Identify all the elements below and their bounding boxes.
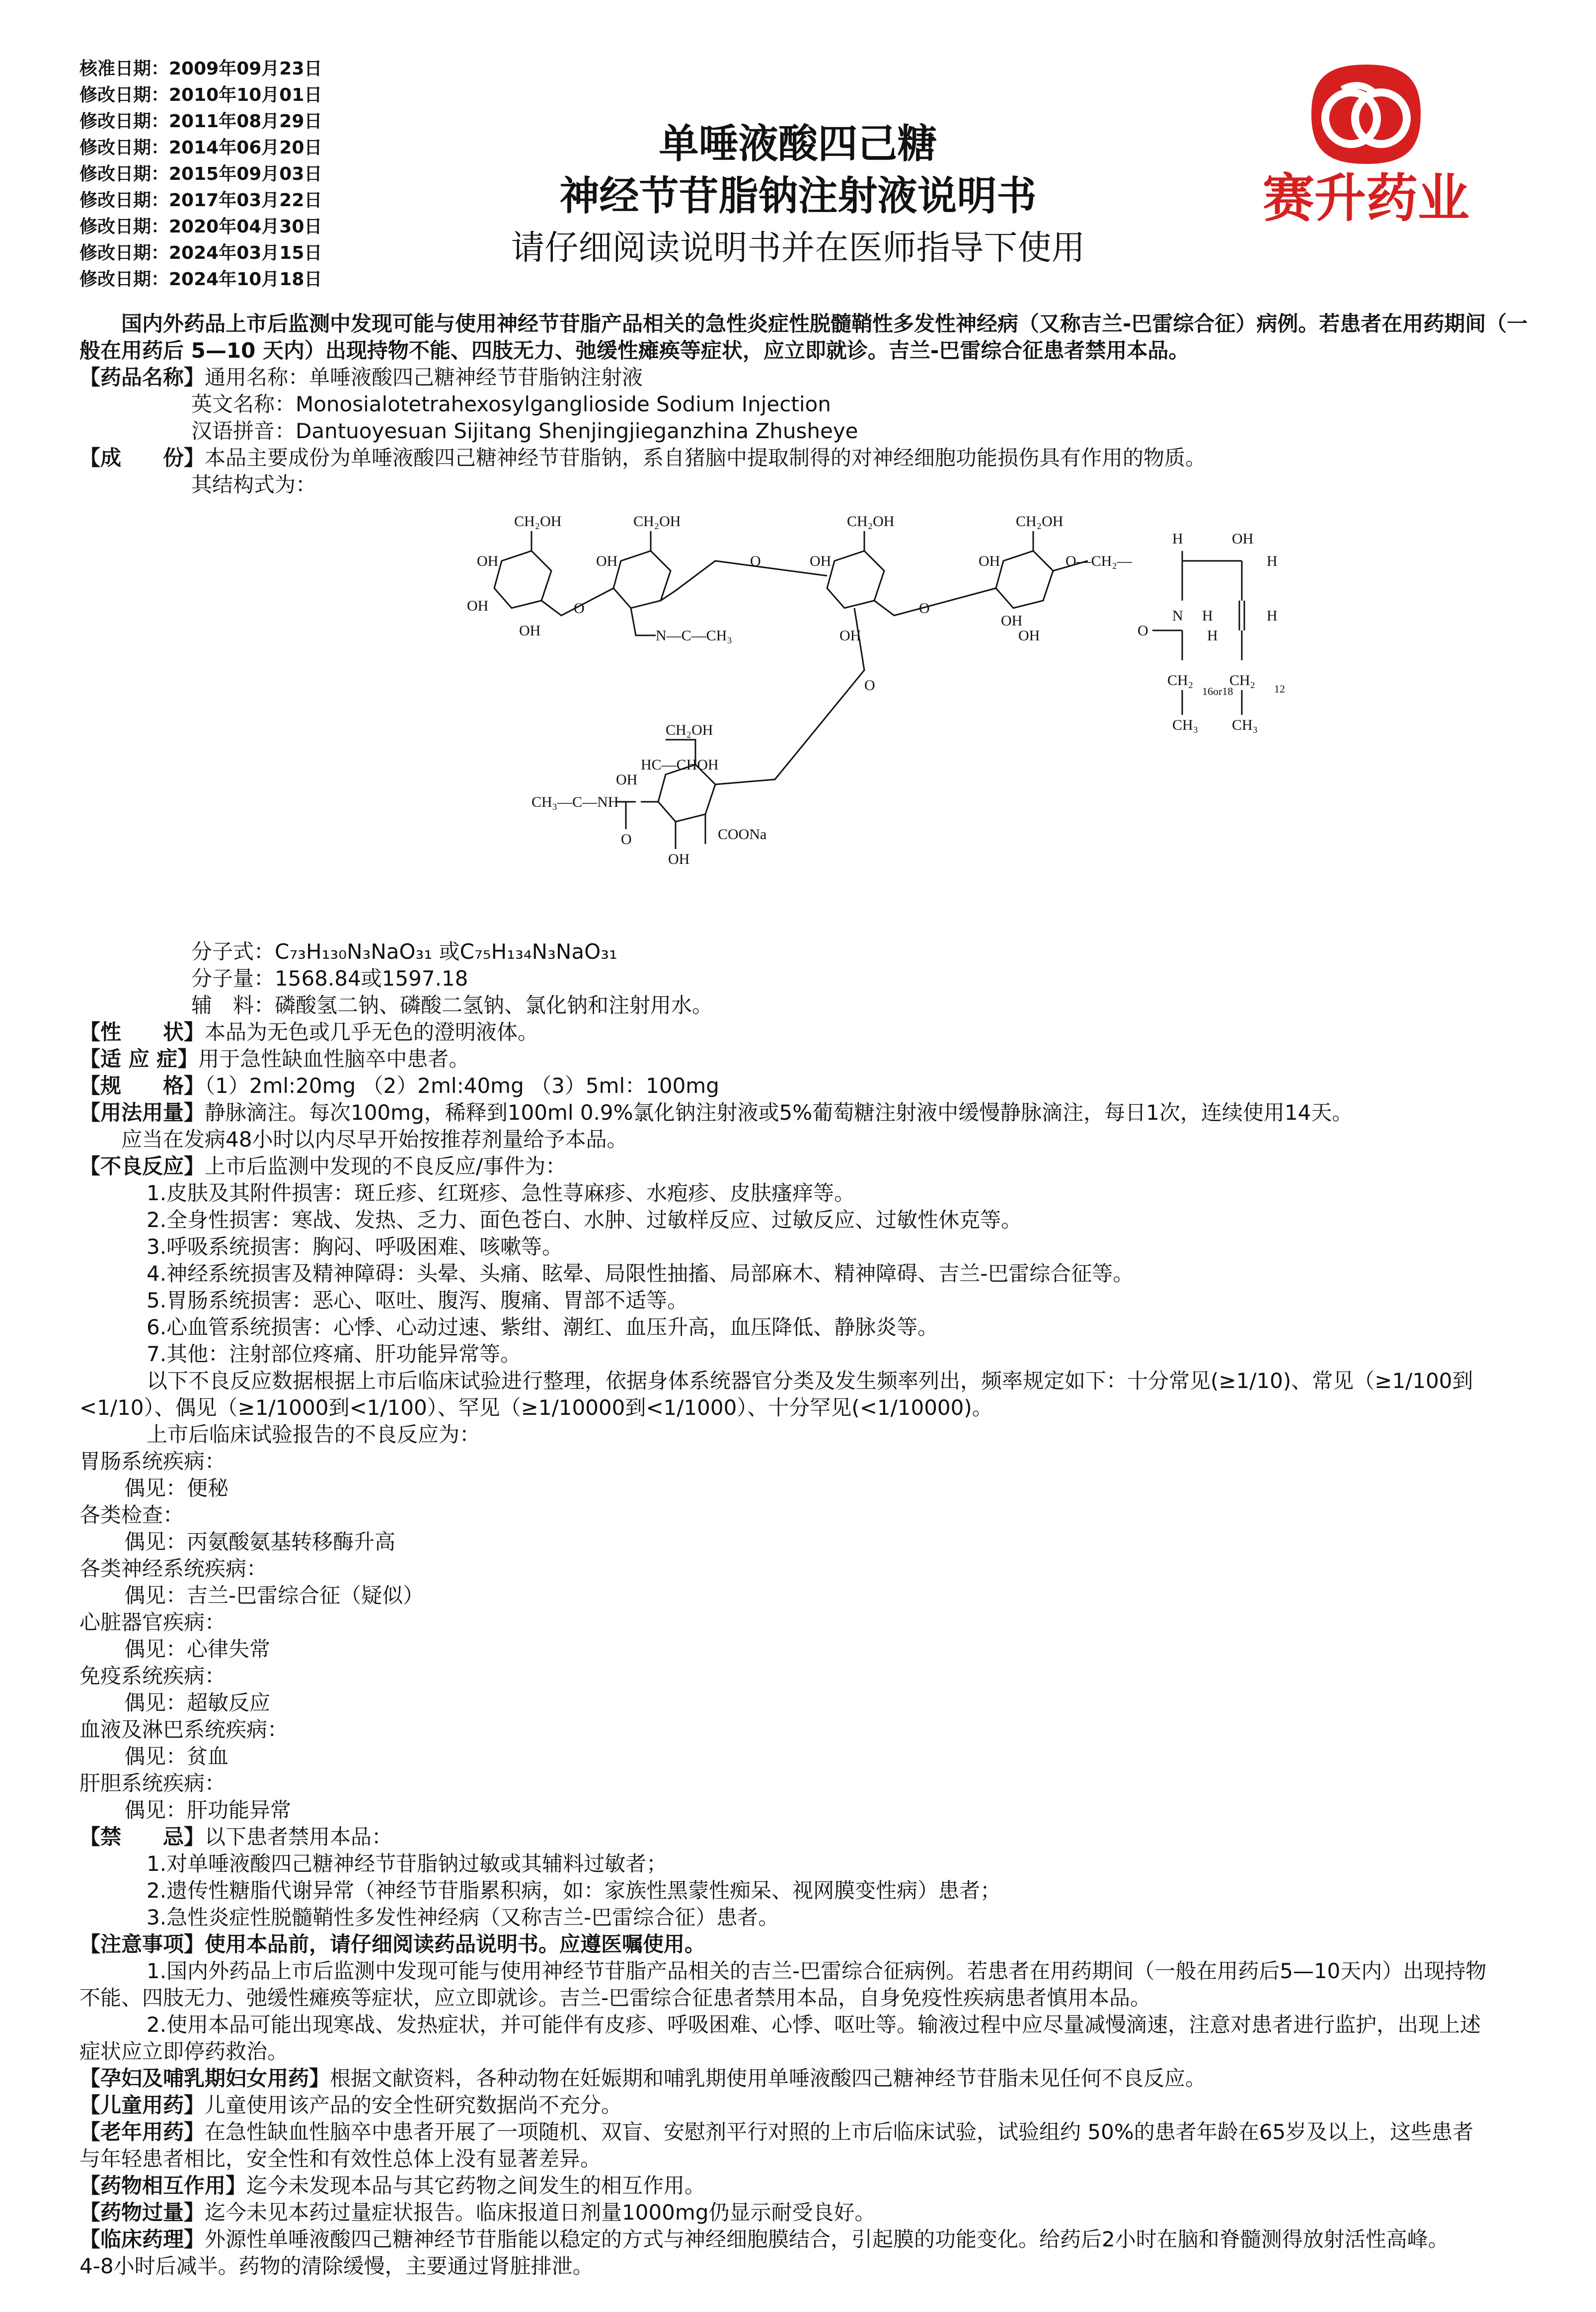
svg-text:CH₂OH: CH₂OH: [847, 513, 895, 530]
svg-text:OH: OH: [979, 553, 1000, 569]
svg-text:OH: OH: [668, 851, 690, 867]
section-tag: 【药物过量】: [79, 2200, 205, 2225]
revision-date: 修改日期：2017年03月22日: [79, 190, 322, 211]
svg-text:O: O: [750, 553, 761, 569]
system-name: 心脏器官疾病：: [79, 1610, 226, 1634]
svg-text:CH₂: CH₂: [1167, 672, 1194, 689]
section-tag: 【药品名称】: [79, 365, 205, 389]
revision-date: 修改日期：2011年08月29日: [79, 111, 322, 132]
section-tag: 【规 格】: [79, 1074, 205, 1098]
structural-formula: [79, 501, 1530, 933]
section-tag: 【孕妇及哺乳期妇女用药】: [79, 2066, 330, 2090]
adverse-item: 3.呼吸系统损害：胸闷、呼吸困难、咳嗽等。: [147, 1234, 563, 1259]
contra-item: 3.急性炎症性脱髓鞘性多发性神经病（又称吉兰-巴雷综合征）患者。: [147, 1905, 779, 1929]
adverse-item: 4.神经系统损害及精神障碍：头晕、头痛、眩晕、局限性抽搐、局部麻木、精神障碍、吉兰-巴雷综合征等。: [147, 1261, 1134, 1286]
trial-intro: 上市后临床试验报告的不良反应为：: [147, 1422, 481, 1447]
section-tag: 【儿童用药】: [79, 2093, 205, 2117]
section-adverse-reactions: 【不良反应】上市后监测中发现的不良反应/事件为：: [79, 1154, 567, 1178]
approval-date: 核准日期：2009年09月23日: [79, 59, 322, 79]
svg-text:COONa: COONa: [718, 826, 767, 843]
svg-text:OH: OH: [616, 771, 638, 788]
system-item: 偶见：丙氨酸氨基转移酶升高: [124, 1530, 396, 1554]
svg-text:OH: OH: [810, 553, 832, 569]
contra-item: 2.遗传性糖脂代谢异常（神经节苷脂累积病，如：家族性黑蒙性痴呆、视网膜变性病）患者；: [147, 1878, 1001, 1903]
section-specification: 【规 格】（1）2ml:20mg （2）2ml:40mg （3）5ml：100mg: [79, 1074, 719, 1098]
adverse-item: 5.胃肠系统损害：恶心、呕吐、腹泻、腹痛、胃部不适等。: [147, 1288, 688, 1312]
section-elderly: 【老年用药】在急性缺血性脑卒中患者开展了一项随机、双盲、安慰剂平行对照的上市后临床试验，试验组约 50%的患者年龄在65岁及以上，这些患者: [79, 2120, 1474, 2144]
precaution-item-cont: 不能、四肢无力、弛缓性瘫痪等症状，应立即就诊。吉兰-巴雷综合征患者禁用本品，自身免疫性疾病患者慎用本品。: [79, 1986, 1151, 2010]
svg-text:OH: OH: [839, 627, 861, 644]
revision-date: 修改日期：2010年10月01日: [79, 85, 322, 105]
svg-text:CH₂OH: CH₂OH: [633, 513, 681, 530]
section-drug-name: 【药品名称】通用名称：单唾液酸四己糖神经节苷脂钠注射液: [79, 365, 643, 389]
revision-date: 修改日期：2024年10月18日: [79, 269, 322, 290]
section-contraindications: 【禁 忌】以下患者禁用本品：: [79, 1825, 393, 1849]
frequency-definition: 以下不良反应数据根据上市后临床试验进行整理，依据身体系统器官分类及发生频率列出，频率规定如下：十分常见(≥1/10)、常见（≥1/100到: [147, 1369, 1473, 1393]
section-overdose: 【药物过量】迄今未见本药过量症状报告。临床报道日剂量1000mg仍显示耐受良好。: [79, 2200, 876, 2225]
molecular-weight: 分子量：1568.84或1597.18: [191, 966, 468, 991]
system-item: 偶见：心律失常: [124, 1637, 271, 1661]
svg-text:HC—CHOH: HC—CHOH: [641, 757, 719, 773]
section-usage: 【用法用量】静脉滴注。每次100mg，稀释到100ml 0.9%氯化钠注射液或5%葡萄糖注射液中缓慢静脉滴注，每日1次，连续使用14天。: [79, 1100, 1353, 1125]
svg-text:O: O: [574, 600, 585, 617]
revision-date: 修改日期：2014年06月20日: [79, 138, 322, 158]
svg-text:CH₃—C—NH: CH₃—C—NH: [532, 794, 619, 810]
section-pregnancy: 【孕妇及哺乳期妇女用药】根据文献资料，各种动物在妊娠期和哺乳期使用单唾液酸四己糖神经节苷脂未见任何不良反应。: [79, 2066, 1207, 2090]
svg-text:H: H: [1172, 531, 1183, 547]
system-item: 偶见：贫血: [124, 1744, 229, 1769]
structure-label: 其结构式为：: [191, 472, 317, 497]
section-interactions: 【药物相互作用】迄今未发现本品与其它药物之间发生的相互作用。: [79, 2173, 706, 2198]
section-properties: 【性 状】本品为无色或几乎无色的澄明液体。: [79, 1020, 539, 1044]
system-item: 偶见：吉兰-巴雷综合征（疑似）: [124, 1583, 424, 1608]
svg-text:N—C—CH₃: N—C—CH₃: [656, 627, 732, 644]
logo-mark-icon: [1212, 60, 1520, 224]
system-name: 肝胆系统疾病：: [79, 1771, 226, 1795]
precaution-item: 2.使用本品可能出现寒战、发热症状，并可能伴有皮疹、呼吸困难、心悸、呕吐等。输液过程中应尽量减慢滴速，注意对患者进行监护，出现上述: [147, 2012, 1481, 2037]
svg-text:OH: OH: [477, 553, 499, 569]
svg-text:H: H: [1207, 627, 1218, 644]
svg-text:O: O: [621, 831, 632, 848]
precaution-item-cont: 症状应立即停药救治。: [79, 2039, 289, 2064]
system-name: 各类检查：: [79, 1503, 184, 1527]
pinyin-name: 汉语拼音：Dantuoyesuan Sijitang Shenjingjieganzhina Zhusheye: [191, 419, 858, 443]
molecular-formula: 分子式：C₇₃H₁₃₀N₃NaO₃₁ 或C₇₅H₁₃₄N₃NaO₃₁: [191, 939, 617, 964]
revision-date: 修改日期：2024年03月15日: [79, 243, 322, 263]
subtitle: 请仔细阅读说明书并在医师指导下使用: [511, 229, 1085, 268]
svg-text:O—CH₂—: O—CH₂—: [1065, 553, 1132, 569]
section-tag: 【临床药理】: [79, 2227, 205, 2251]
system-name: 胃肠系统疾病：: [79, 1449, 226, 1473]
svg-text:O: O: [864, 677, 875, 694]
svg-text:H: H: [1267, 608, 1278, 624]
svg-text:CH₃: CH₃: [1232, 717, 1258, 733]
svg-text:H: H: [1202, 608, 1213, 624]
structure-diagram: [467, 501, 1321, 933]
adverse-item: 6.心血管系统损害：心悸、心动过速、紫绀、潮红、血压升高，血压降低、静脉炎等。: [147, 1315, 939, 1339]
svg-text:OH: OH: [519, 622, 541, 639]
svg-text:OH: OH: [1001, 613, 1023, 629]
svg-text:12: 12: [1274, 683, 1285, 695]
section-precautions: 【注意事项】使用本品前，请仔细阅读药品说明书。应遵医嘱使用。: [79, 1932, 706, 1956]
svg-text:O: O: [1138, 622, 1148, 639]
usage-note: 应当在发病48小时以内尽早开始按推荐剂量给予本品。: [121, 1127, 628, 1152]
system-item: 偶见：超敏反应: [124, 1691, 271, 1715]
section-tag: 【用法用量】: [79, 1100, 205, 1125]
section-tag: 【适 应 症】: [79, 1047, 199, 1071]
system-item: 偶见：肝功能异常: [124, 1798, 292, 1822]
revision-date: 修改日期：2015年09月03日: [79, 164, 322, 184]
section-composition: 【成 份】本品主要成份为单唾液酸四己糖神经节苷脂钠，系自猪脑中提取制得的对神经细胞功能损伤具有作用的物质。: [79, 446, 1207, 470]
section-children: 【儿童用药】儿童使用该产品的安全性研究数据尚不充分。: [79, 2093, 622, 2117]
svg-text:OH: OH: [596, 553, 618, 569]
svg-text:CH₂OH: CH₂OH: [1016, 513, 1064, 530]
adverse-item: 1.皮肤及其附件损害：斑丘疹、红斑疹、急性荨麻疹、水疱疹、皮肤瘙痒等。: [147, 1181, 855, 1205]
section-pharmacology: 【临床药理】外源性单唾液酸四己糖神经节苷脂能以稳定的方式与神经细胞膜结合，引起膜的功能变化。给药后2小时在脑和脊髓测得放射活性高峰。: [79, 2227, 1449, 2251]
svg-text:H: H: [1267, 553, 1278, 569]
svg-text:16or18: 16or18: [1202, 685, 1233, 697]
logo-text: 赛升药业: [1262, 170, 1470, 224]
title-line-1: 单唾液酸四己糖: [659, 121, 937, 167]
svg-text:N: N: [1172, 608, 1183, 624]
svg-text:CH₂: CH₂: [1229, 672, 1256, 689]
title-line-2: 神经节苷脂钠注射液说明书: [559, 173, 1037, 219]
section-tag: 【老年用药】: [79, 2120, 205, 2144]
svg-text:OH: OH: [1232, 531, 1254, 547]
system-name: 各类神经系统疾病：: [79, 1556, 268, 1581]
revision-date: 修改日期：2020年04月30日: [79, 217, 322, 237]
english-name: 英文名称：Monosialotetrahexosylganglioside Sodium Injection: [191, 392, 831, 416]
excipients: 辅 料：磷酸氢二钠、磷酸二氢钠、氯化钠和注射用水。: [191, 993, 713, 1017]
svg-text:CH₃: CH₃: [1172, 717, 1199, 733]
section-tag: 【成 份】: [79, 446, 205, 470]
svg-text:O: O: [919, 600, 930, 617]
adverse-item: 7.其他：注射部位疼痛、肝功能异常等。: [147, 1342, 522, 1366]
precaution-item: 1.国内外药品上市后监测中发现可能与使用神经节苷脂产品相关的吉兰-巴雷综合征病例。若患者在用药期间（一般在用药后5—10天内）出现持物: [147, 1959, 1487, 1983]
section-tag: 【药物相互作用】: [79, 2173, 247, 2198]
system-name: 血液及淋巴系统疾病：: [79, 1717, 289, 1742]
section-tag: 【不良反应】: [79, 1154, 205, 1178]
contra-item: 1.对单唾液酸四己糖神经节苷脂钠过敏或其辅料过敏者；: [147, 1851, 668, 1876]
section-tag: 【禁 忌】: [79, 1825, 205, 1849]
svg-text:OH: OH: [467, 598, 489, 614]
svg-text:OH: OH: [1018, 627, 1040, 644]
svg-text:CH₂OH: CH₂OH: [514, 513, 562, 530]
system-name: 免疫系统疾病：: [79, 1664, 226, 1688]
company-logo: [1212, 60, 1520, 224]
boxed-warning: 国内外药品上市后监测中发现可能与使用神经节苷脂产品相关的急性炎症性脱髓鞘性多发性神经病（又称吉兰-巴雷综合征）病例。若患者在用药期间（一般在用药后 5—10 天内）出现持物不能、四肢无力、弛缓性瘫痪等症状，应立即就诊。吉兰-巴雷综合征患者禁用本品。: [79, 311, 1528, 363]
adverse-item: 2.全身性损害：寒战、发热、乏力、面色苍白、水肿、过敏样反应、过敏反应、过敏性休克等。: [147, 1208, 1022, 1232]
system-item: 偶见：便秘: [124, 1476, 229, 1500]
frequency-definition-cont: <1/10）、偶见（≥1/1000到<1/100）、罕见（≥1/10000到<1/1000）、十分罕见(<1/10000)。: [79, 1395, 993, 1420]
svg-text:CH₂OH: CH₂OH: [666, 722, 713, 738]
section-indication: 【适 应 症】用于急性缺血性脑卒中患者。: [79, 1047, 470, 1071]
section-tag: 【注意事项】: [79, 1932, 205, 1956]
section-tag: 【性 状】: [79, 1020, 205, 1044]
leaflet-body: [79, 310, 1530, 2280]
pharmacology-cont: 4-8小时后减半。药物的清除缓慢，主要通过肾脏排泄。: [79, 2254, 594, 2278]
elderly-cont: 与年轻患者相比，安全性和有效性总体上没有显著差异。: [79, 2147, 602, 2171]
